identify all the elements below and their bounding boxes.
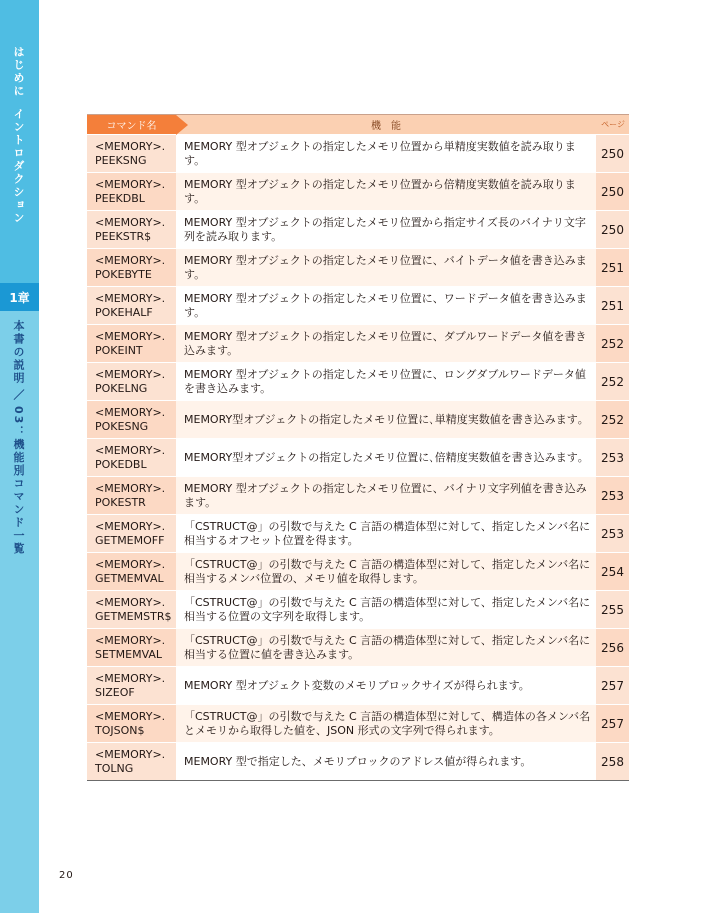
chapter-label-1: 本書の説明 [12, 320, 25, 385]
command-name-cell [87, 363, 176, 401]
side-bar [0, 0, 39, 913]
command-method: POKESNG [95, 419, 149, 433]
chapter-tab: 1章 [0, 283, 39, 311]
function-description: MEMORY 型オブジェクト変数のメモリブロックサイズが得られます。 [176, 667, 596, 705]
page-reference: 255 [596, 591, 629, 629]
command-method: GETMEMSTR$ [95, 609, 172, 623]
command-object: <MEMORY>. [95, 253, 166, 267]
command-method: TOJSON$ [95, 723, 145, 737]
table-row [87, 325, 629, 363]
command-name-cell [87, 173, 176, 211]
command-name-cell [87, 477, 176, 515]
header-page: ページ [596, 115, 629, 135]
command-name-cell [87, 439, 176, 477]
table-row [87, 401, 629, 439]
page-reference: 253 [596, 515, 629, 553]
command-object: <MEMORY>. [95, 405, 166, 419]
table-row [87, 363, 629, 401]
table-row [87, 211, 629, 249]
command-name-cell [87, 515, 176, 553]
page-reference: 251 [596, 249, 629, 287]
command-name-cell [87, 629, 176, 667]
command-object: <MEMORY>. [95, 633, 166, 647]
command-method: POKEBYTE [95, 267, 152, 281]
command-method: POKEDBL [95, 457, 147, 471]
table-row [87, 743, 629, 781]
page-reference: 252 [596, 401, 629, 439]
command-name-cell [87, 135, 176, 173]
intro-label-2: イントロダクション [12, 108, 25, 225]
page-reference: 250 [596, 173, 629, 211]
page-reference: 253 [596, 439, 629, 477]
command-method: POKEINT [95, 343, 143, 357]
page-reference: 250 [596, 211, 629, 249]
page-reference: 257 [596, 705, 629, 743]
command-method: GETMEMOFF [95, 533, 165, 547]
page-reference: 252 [596, 325, 629, 363]
chapter-section-label [13, 320, 24, 555]
table-row [87, 135, 629, 173]
table-row [87, 705, 629, 743]
function-description: MEMORY型オブジェクトの指定したメモリ位置に､単精度実数値を書き込みます｡ [176, 401, 596, 439]
command-object: <MEMORY>. [95, 291, 166, 305]
command-name-cell [87, 743, 176, 781]
command-object: <MEMORY>. [95, 177, 166, 191]
table-row [87, 553, 629, 591]
command-object: <MEMORY>. [95, 747, 166, 761]
command-object: <MEMORY>. [95, 557, 166, 571]
page-reference: 254 [596, 553, 629, 591]
table-row [87, 515, 629, 553]
command-method: SIZEOF [95, 685, 135, 699]
function-description: MEMORY 型オブジェクトの指定したメモリ位置から指定サイズ長のバイナリ文字列を読み取ります。 [176, 211, 596, 249]
command-name-cell [87, 591, 176, 629]
page-reference: 257 [596, 667, 629, 705]
function-description: 「CSTRUCT@」の引数で与えた C 言語の構造体型に対して、指定したメンバ名に相当するオフセット位置を得ます。 [176, 515, 596, 553]
command-name-cell [87, 287, 176, 325]
command-name-cell [87, 401, 176, 439]
function-description: MEMORY 型オブジェクトの指定したメモリ位置から単精度実数値を読み取ります。 [176, 135, 596, 173]
command-object: <MEMORY>. [95, 367, 166, 381]
page-number: 20 [59, 870, 74, 881]
function-description: 「CSTRUCT@」の引数で与えた C 言語の構造体型に対して、指定したメンバ名に相当するメンバ位置の、メモリ値を取得します。 [176, 553, 596, 591]
page-reference: 252 [596, 363, 629, 401]
function-description: MEMORY型オブジェクトの指定したメモリ位置に､倍精度実数値を書き込みます｡ [176, 439, 596, 477]
command-table [87, 114, 629, 781]
function-description: MEMORY 型オブジェクトの指定したメモリ位置から倍精度実数値を読み取ります。 [176, 173, 596, 211]
command-object: <MEMORY>. [95, 139, 166, 153]
command-name-cell [87, 667, 176, 705]
command-method: SETMEMVAL [95, 647, 163, 661]
header-function: 機 能 [176, 115, 596, 135]
page-reference: 256 [596, 629, 629, 667]
page-reference: 258 [596, 743, 629, 781]
command-name-cell [87, 553, 176, 591]
intro-section-label [13, 46, 24, 225]
table-row [87, 287, 629, 325]
command-name-cell [87, 325, 176, 363]
function-description: MEMORY 型オブジェクトの指定したメモリ位置に、ダブルワードデータ値を書き込みます。 [176, 325, 596, 363]
table-row [87, 173, 629, 211]
function-description: MEMORY 型オブジェクトの指定したメモリ位置に、ロングダブルワードデータ値を書き込みます。 [176, 363, 596, 401]
table-row [87, 249, 629, 287]
command-object: <MEMORY>. [95, 595, 166, 609]
function-description: MEMORY 型オブジェクトの指定したメモリ位置に、バイナリ文字列値を書き込みます。 [176, 477, 596, 515]
chapter-label-separator: ／ [12, 389, 25, 402]
function-description: 「CSTRUCT@」の引数で与えた C 言語の構造体型に対して、構造体の各メンバ名とメモリから取得した値を、JSON 形式の文字列で得られます。 [176, 705, 596, 743]
command-object: <MEMORY>. [95, 519, 166, 533]
function-description: 「CSTRUCT@」の引数で与えた C 言語の構造体型に対して、指定したメンバ名に相当する位置の文字列を取得します。 [176, 591, 596, 629]
command-object: <MEMORY>. [95, 671, 166, 685]
page-reference: 250 [596, 135, 629, 173]
table-header-row [87, 115, 629, 135]
header-command: コマンド名 [87, 115, 176, 135]
function-description: MEMORY 型オブジェクトの指定したメモリ位置に、ワードデータ値を書き込みます。 [176, 287, 596, 325]
command-method: POKELNG [95, 381, 148, 395]
table-row [87, 667, 629, 705]
command-object: <MEMORY>. [95, 443, 166, 457]
command-method: POKEHALF [95, 305, 153, 319]
command-method: PEEKSTR$ [95, 229, 152, 243]
table-row [87, 629, 629, 667]
command-method: POKESTR [95, 495, 146, 509]
function-description: 「CSTRUCT@」の引数で与えた C 言語の構造体型に対して、指定したメンバ名に相当する位置に値を書き込みます。 [176, 629, 596, 667]
command-object: <MEMORY>. [95, 481, 166, 495]
chapter-label-2: 03：機能別コマンド一覧 [12, 406, 25, 556]
command-name-cell [87, 211, 176, 249]
table-row [87, 477, 629, 515]
command-object: <MEMORY>. [95, 329, 166, 343]
command-method: PEEKDBL [95, 191, 145, 205]
page-reference: 251 [596, 287, 629, 325]
command-name-cell [87, 705, 176, 743]
command-object: <MEMORY>. [95, 709, 166, 723]
command-name-cell [87, 249, 176, 287]
table-row [87, 439, 629, 477]
table-row [87, 591, 629, 629]
command-method: PEEKSNG [95, 153, 147, 167]
function-description: MEMORY 型で指定した、メモリブロックのアドレス値が得られます。 [176, 743, 596, 781]
function-description: MEMORY 型オブジェクトの指定したメモリ位置に、バイトデータ値を書き込みます。 [176, 249, 596, 287]
intro-label-1: はじめに [12, 46, 25, 98]
command-method: TOLNG [95, 761, 134, 775]
page-reference: 253 [596, 477, 629, 515]
command-method: GETMEMVAL [95, 571, 164, 585]
command-object: <MEMORY>. [95, 215, 166, 229]
